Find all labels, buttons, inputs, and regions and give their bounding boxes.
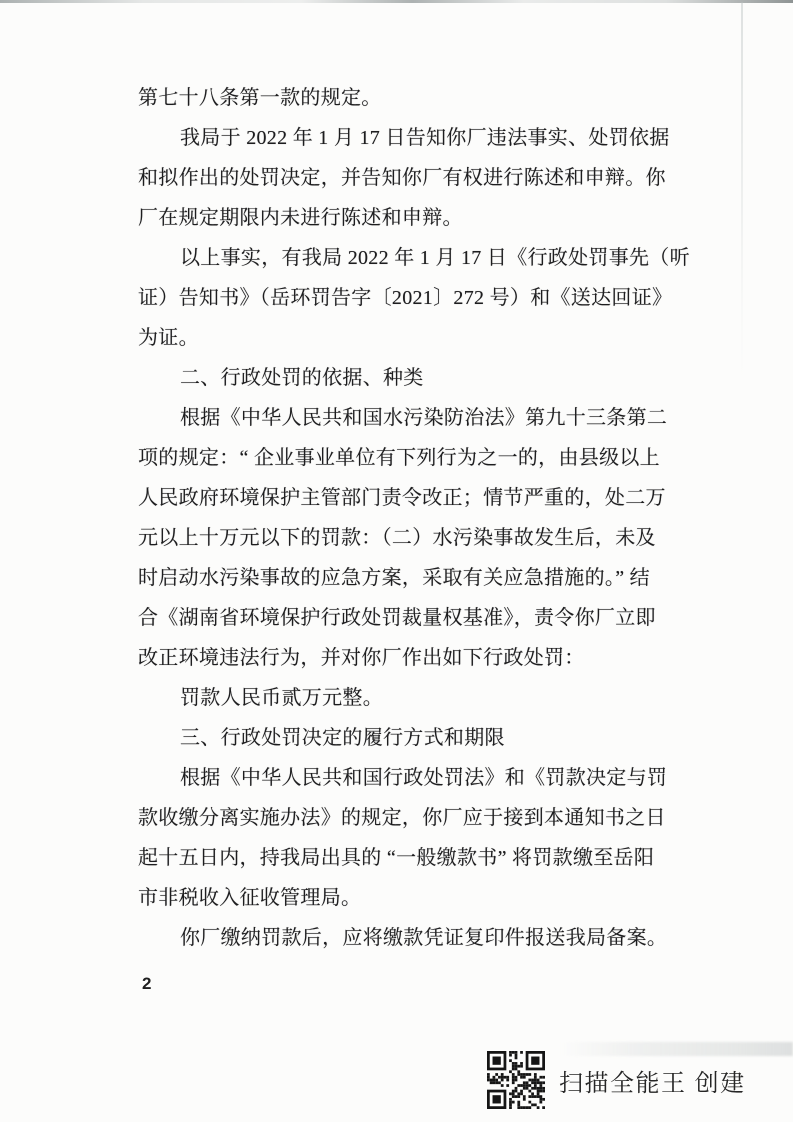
document-line: 合《湖南省环境保护行政处罚裁量权基准》，责令你厂立即 — [138, 607, 656, 629]
qr-code-icon — [487, 1051, 545, 1109]
document-line: 根据《中华人民共和国水污染防治法》第九十三条第二 — [180, 407, 668, 429]
document-line: 为证。 — [138, 327, 199, 349]
document-line: 我局于 2022 年 1 月 17 日告知你厂违法事实、处罚依据 — [180, 127, 670, 149]
document-line: 起十五日内，持我局出具的 “一般缴款书” 将罚款缴至岳阳 — [138, 847, 655, 869]
document-line: 根据《中华人民共和国行政处罚法》和《罚款决定与罚 — [180, 767, 668, 789]
document-line: 和拟作出的处罚决定，并告知你厂有权进行陈述和申辩。你 — [138, 167, 666, 189]
document-line: 人民政府环境保护主管部门责令改正；情节严重的，处二万 — [138, 487, 666, 509]
document-line: 二、行政处罚的依据、种类 — [180, 367, 424, 389]
document-line: 你厂缴纳罚款后，应将缴款凭证复印件报送我局备案。 — [180, 927, 668, 949]
page-number: 2 — [142, 974, 152, 993]
document-body — [138, 78, 690, 958]
document-line: 市非税收入征收管理局。 — [138, 887, 362, 909]
document-line: 改正环境违法行为，并对你厂作出如下行政处罚： — [138, 647, 585, 669]
document-line: 罚款人民币贰万元整。 — [180, 687, 383, 709]
document-line: 证）告知书》（岳环罚告字〔2021〕272 号）和《送达回证》 — [138, 287, 673, 309]
scanner-watermark-label: 扫描全能王 创建 — [559, 1069, 746, 1097]
document-line: 以上事实，有我局 2022 年 1 月 17 日《行政处罚事先（听 — [180, 247, 690, 269]
document-line: 元以上十万元以下的罚款：（二）水污染事故发生后，未及 — [138, 527, 656, 549]
document-line: 第七十八条第一款的规定。 — [138, 87, 382, 109]
document-line: 时启动水污染事故的应急方案，采取有关应急措施的。” 结 — [138, 567, 650, 589]
scan-crease-artifact — [741, 2, 743, 382]
scanner-watermark — [487, 1051, 746, 1109]
document-line: 款收缴分离实施办法》的规定，你厂应于接到本通知书之日 — [138, 807, 666, 829]
scan-top-edge-artifact — [0, 0, 793, 3]
document-line: 三、行政处罚决定的履行方式和期限 — [180, 727, 505, 749]
document-line: 项的规定：“ 企业事业单位有下列行为之一的，由县级以上 — [138, 447, 660, 469]
document-line: 厂在规定期限内未进行陈述和申辩。 — [138, 207, 463, 229]
